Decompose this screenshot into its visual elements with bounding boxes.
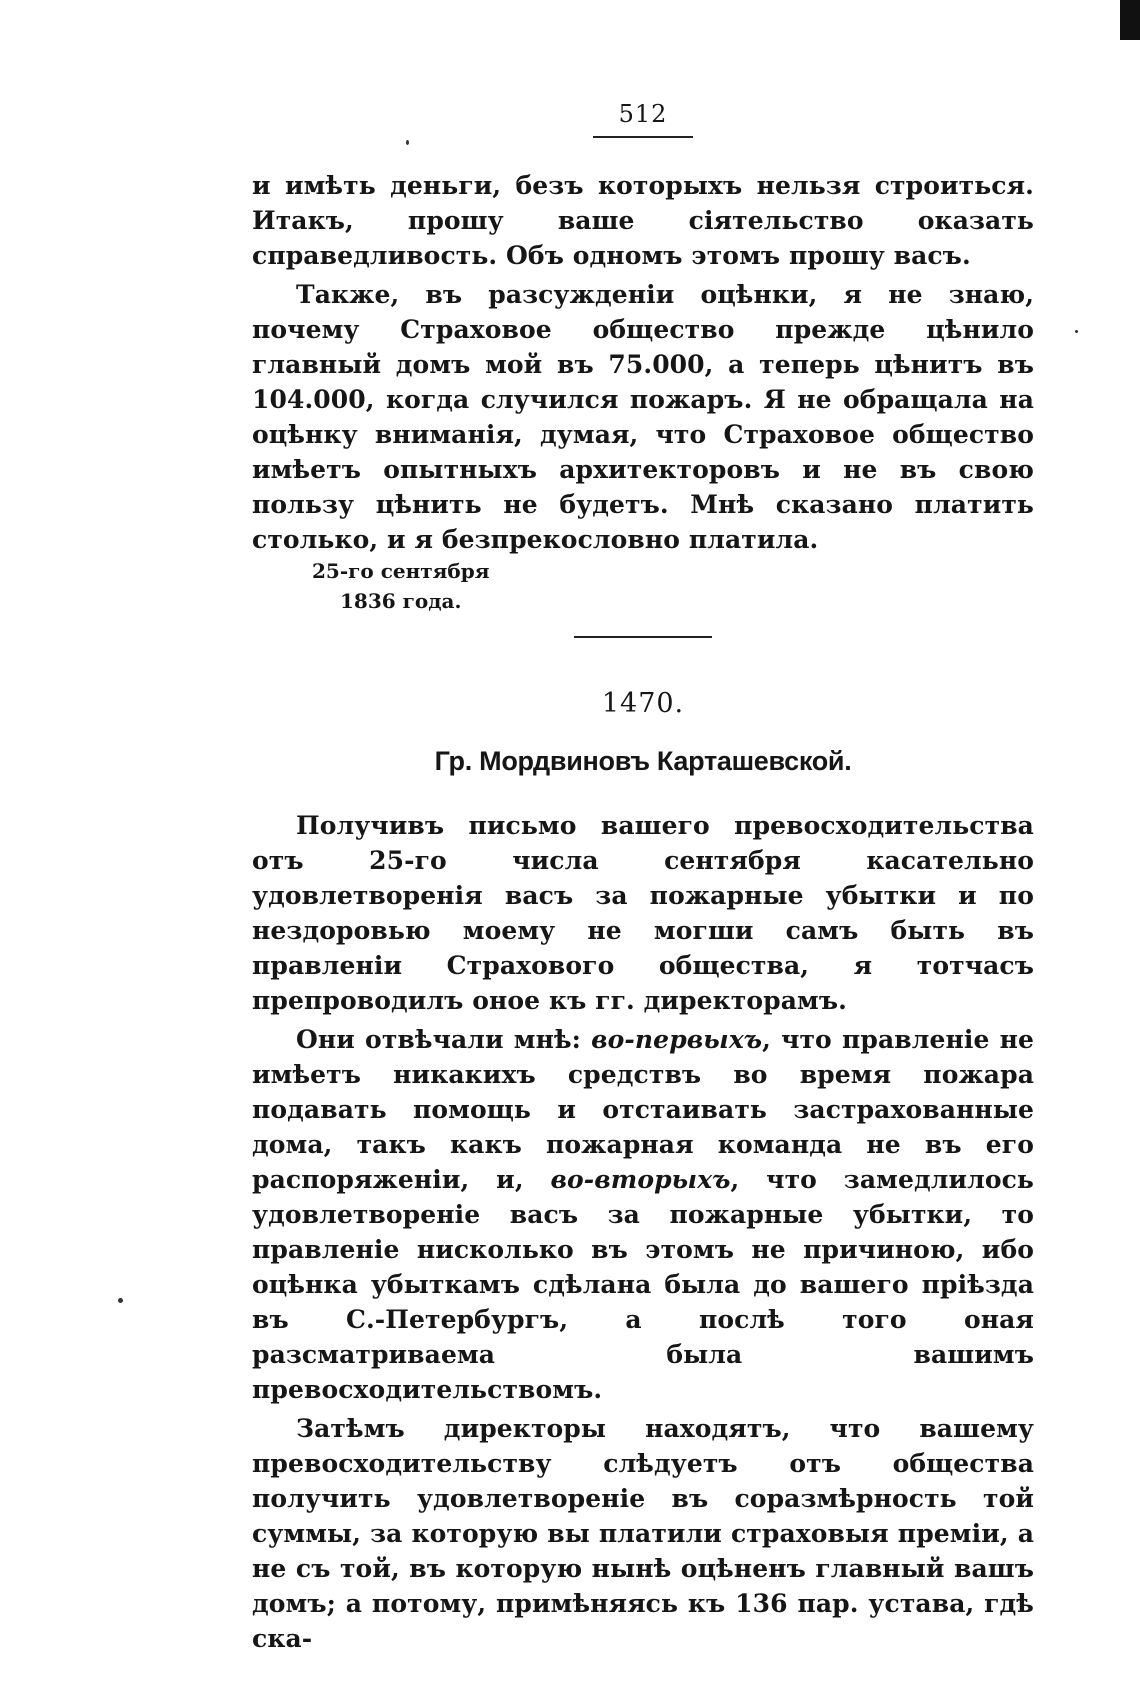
- letter-1469-continuation: [252, 168, 1034, 557]
- paragraph-received-letter: Получивъ письмо вашего превосходительства отъ 25-го числа сентября касательно удовлетворенiя васъ за пожарные убытки и по нездоровью моему не могши самъ быть въ правленiи Страхового общества, я тотчасъ препроводилъ оное къ гг. директорамъ.: [252, 811, 1034, 1015]
- paragraph-directors-conclusion: Затѣмъ директоры находятъ, что вашему превосходительству слѣдуетъ отъ общества получить удовлетворенiе въ соразмѣрность той суммы, за которую вы платили страховыя премiи, а не съ той, въ которую нынѣ оцѣненъ главный вашъ домъ; а потому, примѣняясь къ 136 пар. устава, гдѣ ска-: [252, 1414, 1034, 1653]
- answer-middle: , что правленiе не имѣетъ никакихъ средствъ во время пожара подавать помощь и отстаивать застрахованные дома, такъ какъ пожарная команда не въ его распоряженiи, и,: [252, 1025, 1034, 1194]
- answer-end: , что замедлилось удовлетворенiе васъ за пожарные убытки, то правленiе нисколько въ этомъ не причиною, ибо оцѣнка убыткамъ сдѣлана была до вашего прiѣзда въ С.-Петербургъ, а послѣ того оная разсматриваема была вашимъ превосходительствомъ.: [252, 1165, 1034, 1404]
- document-heading: Гр. Мордвиновъ Карташевской.: [434, 746, 852, 776]
- letter-date-day: 25-го сентября: [312, 559, 490, 583]
- page-number-rule: [593, 136, 693, 138]
- paragraph-continuation: и имѣть деньги, безъ которыхъ нельзя строиться. Итакъ, прошу ваше сiятельство оказать справедливость. Объ одномъ этомъ прошу васъ.: [252, 171, 1034, 270]
- page-number: 512: [618, 100, 668, 128]
- scan-speck: [1075, 330, 1078, 333]
- section-divider: [574, 636, 712, 638]
- answer-intro: Они отвѣчали мнѣ:: [296, 1025, 592, 1054]
- secondly-emphasis: во-вторыхъ: [550, 1165, 731, 1194]
- scan-speck: [118, 1298, 123, 1303]
- firstly-emphasis: во-первыхъ: [591, 1025, 763, 1054]
- scan-speck: [406, 140, 409, 145]
- document-number: 1470.: [601, 688, 685, 719]
- scan-edge-mark: [1120, 0, 1140, 40]
- letter-date-year: 1836 года.: [340, 589, 462, 613]
- letter-1470-body: [252, 808, 1034, 1656]
- paragraph-directors-answer: [252, 1022, 1034, 1407]
- paragraph-valuation: Также, въ разсужденiи оцѣнки, я не знаю, почему Страховое общество прежде цѣнило главный домъ мой въ 75.000, а теперь цѣнитъ въ 104.000, когда случился пожаръ. Я не обращала на оцѣнку вниманiя, думая, что Страховое общество имѣетъ опытныхъ архитекторовъ и не въ свою пользу цѣнить не будетъ. Мнѣ сказано платить столько, и я безпрекословно платила.: [252, 280, 1034, 554]
